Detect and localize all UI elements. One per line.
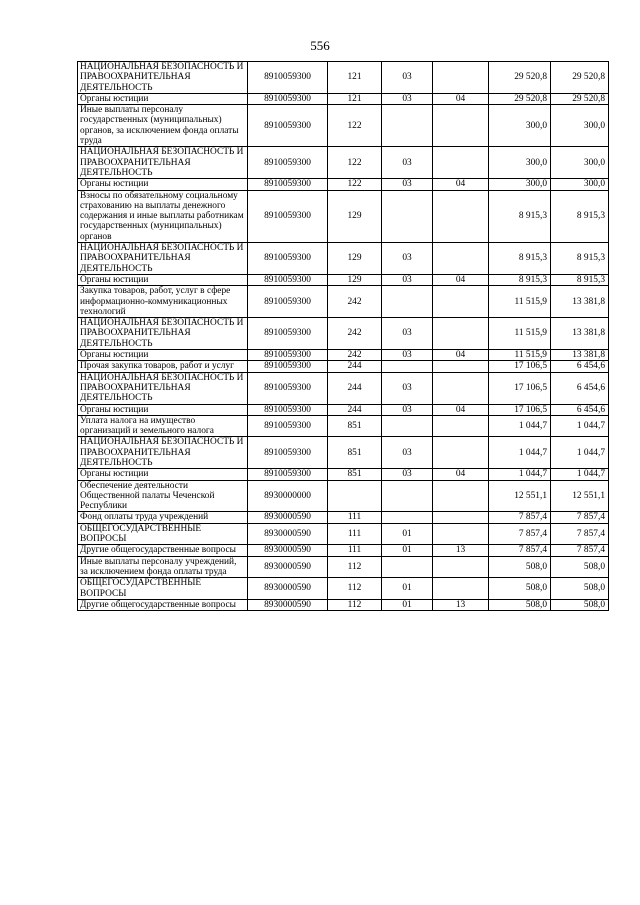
subsection-cell: 04 — [433, 469, 489, 480]
expense-type-cell: 851 — [328, 437, 382, 469]
subsection-cell: 13 — [433, 545, 489, 556]
expense-name-cell: Органы юстиции — [78, 404, 248, 415]
expense-name-cell: Иные выплаты персоналу государственных (муниципальных) органов, за исключением фонда оплаты труда — [78, 105, 248, 147]
subsection-cell — [433, 578, 489, 600]
amount-year2-cell: 7 857,4 — [551, 545, 609, 556]
table-row — [78, 556, 609, 578]
target-article-cell: 8930000000 — [248, 480, 328, 512]
table-row — [78, 274, 609, 285]
expense-name-cell: НАЦИОНАЛЬНАЯ БЕЗОПАСНОСТЬ И ПРАВООХРАНИТЕЛЬНАЯ ДЕЯТЕЛЬНОСТЬ — [78, 437, 248, 469]
expense-type-cell: 121 — [328, 93, 382, 104]
target-article-cell: 8910059300 — [248, 404, 328, 415]
subsection-cell — [433, 437, 489, 469]
expense-name-cell: ОБЩЕГОСУДАРСТВЕННЫЕ ВОПРОСЫ — [78, 523, 248, 545]
section-cell — [382, 512, 433, 523]
section-cell — [382, 480, 433, 512]
amount-year1-cell: 300,0 — [489, 105, 551, 147]
amount-year1-cell: 8 915,3 — [489, 274, 551, 285]
expense-type-cell: 244 — [328, 404, 382, 415]
amount-year2-cell: 1 044,7 — [551, 469, 609, 480]
expense-type-cell: 242 — [328, 350, 382, 361]
target-article-cell: 8930000590 — [248, 523, 328, 545]
table-row — [78, 372, 609, 404]
expense-type-cell — [328, 480, 382, 512]
section-cell — [382, 415, 433, 437]
amount-year2-cell: 8 915,3 — [551, 274, 609, 285]
table-row — [78, 437, 609, 469]
subsection-cell: 04 — [433, 404, 489, 415]
target-article-cell: 8910059300 — [248, 105, 328, 147]
amount-year2-cell: 508,0 — [551, 599, 609, 610]
table-row — [78, 415, 609, 437]
table-row — [78, 361, 609, 372]
amount-year2-cell: 300,0 — [551, 179, 609, 190]
amount-year2-cell: 8 915,3 — [551, 190, 609, 242]
section-cell: 03 — [382, 469, 433, 480]
expense-type-cell: 129 — [328, 274, 382, 285]
section-cell: 03 — [382, 62, 433, 94]
section-cell: 03 — [382, 274, 433, 285]
expense-type-cell: 122 — [328, 179, 382, 190]
target-article-cell: 8930000590 — [248, 556, 328, 578]
target-article-cell: 8910059300 — [248, 179, 328, 190]
target-article-cell: 8910059300 — [248, 350, 328, 361]
table-row — [78, 93, 609, 104]
expense-type-cell: 242 — [328, 286, 382, 318]
expense-type-cell: 112 — [328, 578, 382, 600]
table-row — [78, 404, 609, 415]
table-row — [78, 350, 609, 361]
target-article-cell: 8910059300 — [248, 190, 328, 242]
target-article-cell: 8930000590 — [248, 512, 328, 523]
expense-type-cell: 129 — [328, 190, 382, 242]
amount-year1-cell: 29 520,8 — [489, 62, 551, 94]
budget-table — [77, 61, 609, 611]
amount-year2-cell: 300,0 — [551, 147, 609, 179]
expense-name-cell: НАЦИОНАЛЬНАЯ БЕЗОПАСНОСТЬ И ПРАВООХРАНИТЕЛЬНАЯ ДЕЯТЕЛЬНОСТЬ — [78, 243, 248, 275]
expense-name-cell: Органы юстиции — [78, 179, 248, 190]
amount-year1-cell: 11 515,9 — [489, 350, 551, 361]
target-article-cell: 8910059300 — [248, 243, 328, 275]
expense-name-cell: Другие общегосударственные вопросы — [78, 545, 248, 556]
amount-year1-cell: 8 915,3 — [489, 243, 551, 275]
amount-year2-cell: 508,0 — [551, 556, 609, 578]
subsection-cell — [433, 286, 489, 318]
section-cell: 01 — [382, 523, 433, 545]
amount-year1-cell: 7 857,4 — [489, 523, 551, 545]
section-cell — [382, 105, 433, 147]
amount-year1-cell: 508,0 — [489, 599, 551, 610]
amount-year1-cell: 1 044,7 — [489, 437, 551, 469]
amount-year1-cell: 11 515,9 — [489, 318, 551, 350]
amount-year2-cell: 13 381,8 — [551, 350, 609, 361]
amount-year2-cell: 8 915,3 — [551, 243, 609, 275]
expense-name-cell: НАЦИОНАЛЬНАЯ БЕЗОПАСНОСТЬ И ПРАВООХРАНИТЕЛЬНАЯ ДЕЯТЕЛЬНОСТЬ — [78, 318, 248, 350]
subsection-cell — [433, 480, 489, 512]
expense-name-cell: Закупка товаров, работ, услуг в сфере информационно-коммуникационных технологий — [78, 286, 248, 318]
amount-year2-cell: 29 520,8 — [551, 62, 609, 94]
amount-year1-cell: 29 520,8 — [489, 93, 551, 104]
expense-type-cell: 122 — [328, 105, 382, 147]
expense-type-cell: 111 — [328, 512, 382, 523]
amount-year1-cell: 12 551,1 — [489, 480, 551, 512]
amount-year1-cell: 508,0 — [489, 556, 551, 578]
expense-name-cell: Уплата налога на имущество организаций и земельного налога — [78, 415, 248, 437]
amount-year2-cell: 12 551,1 — [551, 480, 609, 512]
amount-year1-cell: 300,0 — [489, 147, 551, 179]
subsection-cell — [433, 523, 489, 545]
expense-name-cell: Органы юстиции — [78, 93, 248, 104]
amount-year1-cell: 7 857,4 — [489, 545, 551, 556]
subsection-cell — [433, 62, 489, 94]
subsection-cell — [433, 512, 489, 523]
amount-year1-cell: 11 515,9 — [489, 286, 551, 318]
amount-year2-cell: 508,0 — [551, 578, 609, 600]
table-row — [78, 243, 609, 275]
expense-name-cell: Обеспечение деятельности Общественной палаты Чеченской Республики — [78, 480, 248, 512]
table-row — [78, 105, 609, 147]
section-cell: 03 — [382, 350, 433, 361]
subsection-cell — [433, 415, 489, 437]
amount-year2-cell: 13 381,8 — [551, 286, 609, 318]
section-cell — [382, 190, 433, 242]
table-row — [78, 318, 609, 350]
expense-type-cell: 851 — [328, 469, 382, 480]
subsection-cell: 04 — [433, 179, 489, 190]
subsection-cell — [433, 318, 489, 350]
section-cell: 01 — [382, 545, 433, 556]
amount-year1-cell: 17 106,5 — [489, 372, 551, 404]
table-row — [78, 480, 609, 512]
expense-type-cell: 244 — [328, 372, 382, 404]
expense-name-cell: НАЦИОНАЛЬНАЯ БЕЗОПАСНОСТЬ И ПРАВООХРАНИТЕЛЬНАЯ ДЕЯТЕЛЬНОСТЬ — [78, 372, 248, 404]
expense-type-cell: 111 — [328, 545, 382, 556]
amount-year2-cell: 7 857,4 — [551, 523, 609, 545]
expense-type-cell: 244 — [328, 361, 382, 372]
subsection-cell — [433, 361, 489, 372]
table-row — [78, 523, 609, 545]
amount-year2-cell: 6 454,6 — [551, 404, 609, 415]
target-article-cell: 8910059300 — [248, 469, 328, 480]
expense-type-cell: 242 — [328, 318, 382, 350]
section-cell: 03 — [382, 147, 433, 179]
amount-year1-cell: 1 044,7 — [489, 415, 551, 437]
page-number: 556 — [310, 38, 330, 53]
amount-year2-cell: 6 454,6 — [551, 372, 609, 404]
expense-name-cell: ОБЩЕГОСУДАРСТВЕННЫЕ ВОПРОСЫ — [78, 578, 248, 600]
expense-type-cell: 121 — [328, 62, 382, 94]
subsection-cell: 13 — [433, 599, 489, 610]
table-row — [78, 545, 609, 556]
subsection-cell — [433, 190, 489, 242]
expense-name-cell: Взносы по обязательному социальному страхованию на выплаты денежного содержания и иные выплаты работникам государственных (муниципальных) органов — [78, 190, 248, 242]
amount-year1-cell: 300,0 — [489, 179, 551, 190]
target-article-cell: 8910059300 — [248, 415, 328, 437]
target-article-cell: 8910059300 — [248, 147, 328, 179]
target-article-cell: 8930000590 — [248, 599, 328, 610]
section-cell: 03 — [382, 179, 433, 190]
target-article-cell: 8910059300 — [248, 93, 328, 104]
table-row — [78, 190, 609, 242]
expense-name-cell: Другие общегосударственные вопросы — [78, 599, 248, 610]
section-cell: 01 — [382, 599, 433, 610]
table-row — [78, 147, 609, 179]
expense-name-cell: НАЦИОНАЛЬНАЯ БЕЗОПАСНОСТЬ И ПРАВООХРАНИТЕЛЬНАЯ ДЕЯТЕЛЬНОСТЬ — [78, 147, 248, 179]
expense-name-cell: Органы юстиции — [78, 350, 248, 361]
table-row — [78, 62, 609, 94]
table-row — [78, 512, 609, 523]
amount-year2-cell: 13 381,8 — [551, 318, 609, 350]
section-cell: 03 — [382, 318, 433, 350]
section-cell: 03 — [382, 437, 433, 469]
section-cell — [382, 556, 433, 578]
section-cell: 03 — [382, 404, 433, 415]
expense-type-cell: 112 — [328, 556, 382, 578]
target-article-cell: 8910059300 — [248, 437, 328, 469]
target-article-cell: 8910059300 — [248, 274, 328, 285]
target-article-cell: 8910059300 — [248, 318, 328, 350]
subsection-cell: 04 — [433, 274, 489, 285]
amount-year2-cell: 300,0 — [551, 105, 609, 147]
target-article-cell: 8930000590 — [248, 578, 328, 600]
table-row — [78, 286, 609, 318]
amount-year1-cell: 17 106,5 — [489, 361, 551, 372]
amount-year2-cell: 1 044,7 — [551, 415, 609, 437]
expense-type-cell: 851 — [328, 415, 382, 437]
amount-year2-cell: 7 857,4 — [551, 512, 609, 523]
amount-year1-cell: 8 915,3 — [489, 190, 551, 242]
target-article-cell: 8910059300 — [248, 361, 328, 372]
subsection-cell: 04 — [433, 350, 489, 361]
expense-name-cell: Органы юстиции — [78, 469, 248, 480]
expense-name-cell: Иные выплаты персоналу учреждений, за исключением фонда оплаты труда — [78, 556, 248, 578]
table-body — [78, 62, 609, 611]
expense-type-cell: 129 — [328, 243, 382, 275]
table-row — [78, 599, 609, 610]
expense-name-cell: Прочая закупка товаров, работ и услуг — [78, 361, 248, 372]
amount-year1-cell: 7 857,4 — [489, 512, 551, 523]
amount-year2-cell: 29 520,8 — [551, 93, 609, 104]
target-article-cell: 8910059300 — [248, 372, 328, 404]
expense-name-cell: Органы юстиции — [78, 274, 248, 285]
amount-year1-cell: 508,0 — [489, 578, 551, 600]
expense-type-cell: 111 — [328, 523, 382, 545]
section-cell — [382, 361, 433, 372]
section-cell: 03 — [382, 243, 433, 275]
subsection-cell — [433, 105, 489, 147]
section-cell — [382, 286, 433, 318]
subsection-cell — [433, 243, 489, 275]
target-article-cell: 8910059300 — [248, 286, 328, 318]
expense-name-cell: НАЦИОНАЛЬНАЯ БЕЗОПАСНОСТЬ И ПРАВООХРАНИТЕЛЬНАЯ ДЕЯТЕЛЬНОСТЬ — [78, 62, 248, 94]
table-row — [78, 578, 609, 600]
expense-name-cell: Фонд оплаты труда учреждений — [78, 512, 248, 523]
target-article-cell: 8910059300 — [248, 62, 328, 94]
subsection-cell — [433, 372, 489, 404]
amount-year2-cell: 1 044,7 — [551, 437, 609, 469]
amount-year1-cell: 1 044,7 — [489, 469, 551, 480]
amount-year2-cell: 6 454,6 — [551, 361, 609, 372]
subsection-cell — [433, 556, 489, 578]
target-article-cell: 8930000590 — [248, 545, 328, 556]
table-row — [78, 179, 609, 190]
section-cell: 03 — [382, 93, 433, 104]
amount-year1-cell: 17 106,5 — [489, 404, 551, 415]
expense-type-cell: 112 — [328, 599, 382, 610]
subsection-cell: 04 — [433, 93, 489, 104]
section-cell: 03 — [382, 372, 433, 404]
table-row — [78, 469, 609, 480]
section-cell: 01 — [382, 578, 433, 600]
expense-type-cell: 122 — [328, 147, 382, 179]
subsection-cell — [433, 147, 489, 179]
